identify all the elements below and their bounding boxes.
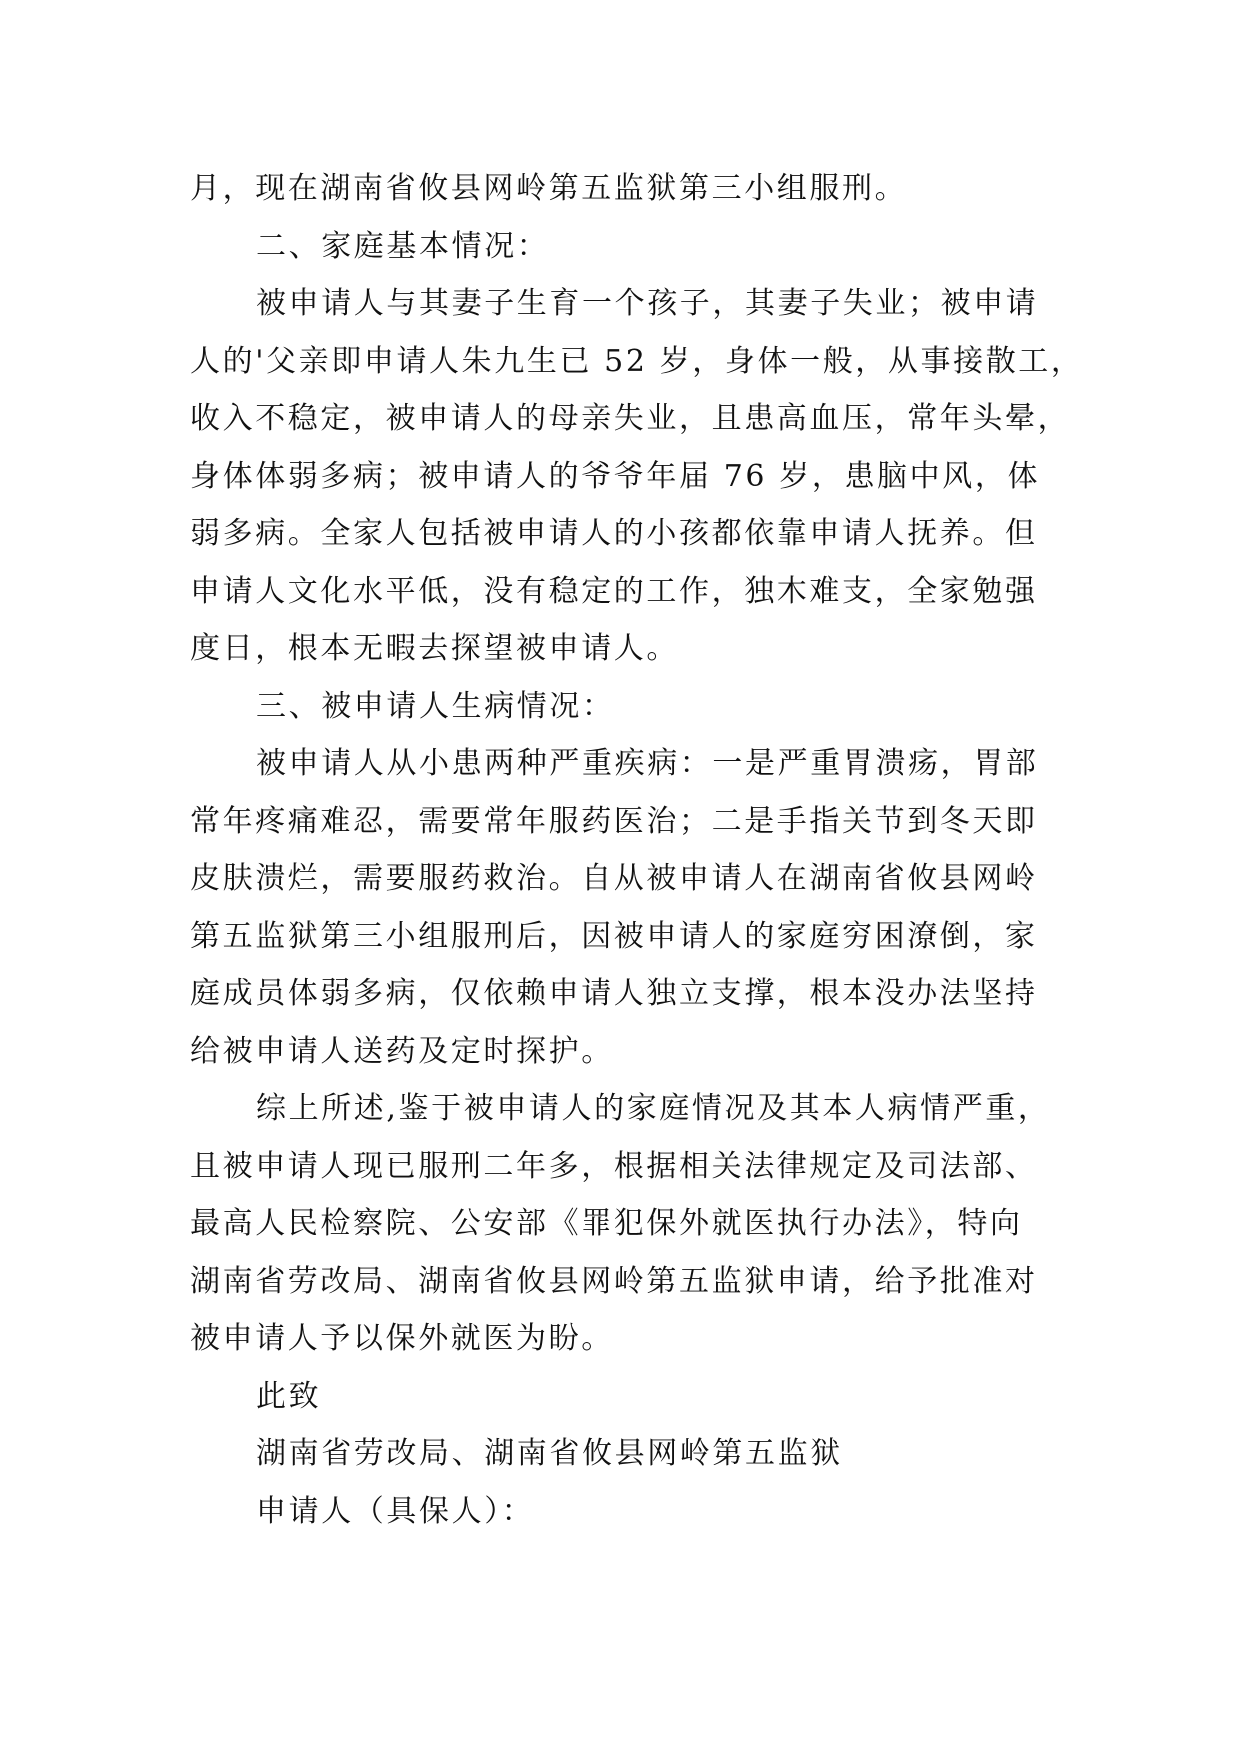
text-line: 人的'父亲即申请人朱九生已 52 岁，身体一般，从事接散工， (190, 343, 1084, 379)
text-line: 给被申请人送药及定时探护。 (190, 1033, 614, 1069)
section-heading-family: 二、家庭基本情况： (256, 228, 550, 264)
text-line: 月，现在湖南省攸县网岭第五监狱第三小组服刑。 (190, 171, 908, 206)
text-line: 弱多病。全家人包括被申请人的小孩都依靠申请人抚养。但 (190, 516, 1038, 551)
text-line: 综上所述,鉴于被申请人的家庭情况及其本人病情严重， (256, 1091, 1051, 1126)
document-body (190, 160, 1084, 1540)
applicant-signature-line: 申请人（具保人）： (256, 1493, 535, 1529)
text-line: 被申请人予以保外就医为盼。 (190, 1321, 614, 1356)
text-line: 庭成员体弱多病，仅依赖申请人独立支撑，根本没办法坚持 (190, 976, 1038, 1011)
text-line: 最高人民检察院、公安部《罪犯保外就医执行办法》，特向 (190, 1206, 1023, 1241)
text-line: 湖南省劳改局、湖南省攸县网岭第五监狱申请，给予批准对 (190, 1263, 1038, 1299)
text-line: 收入不稳定，被申请人的母亲失业，且患高血压，常年头晕， (190, 401, 1071, 436)
text-line: 被申请人从小患两种严重疾病：一是严重胃溃疡，胃部 (256, 746, 1039, 781)
text-line: 申请人文化水平低，没有稳定的工作，独木难支，全家勉强 (190, 573, 1038, 609)
recipient-line: 湖南省劳改局、湖南省攸县网岭第五监狱 (256, 1436, 843, 1471)
text-line: 第五监狱第三小组服刑后，因被申请人的家庭穷困潦倒，家 (190, 918, 1038, 954)
text-line: 度日，根本无暇去探望被申请人。 (190, 631, 679, 666)
text-line: 常年疼痛难忍，需要常年服药医治；二是手指关节到冬天即 (190, 803, 1038, 839)
text-line: 被申请人与其妻子生育一个孩子，其妻子失业；被申请 (256, 286, 1039, 321)
closing-salutation: 此致 (256, 1378, 322, 1414)
section-heading-illness: 三、被申请人生病情况： (256, 688, 615, 724)
text-line: 身体体弱多病；被申请人的爷爷年届 76 岁，患脑中风，体 (190, 458, 1041, 494)
text-line: 皮肤溃烂，需要服药救治。自从被申请人在湖南省攸县网岭 (190, 861, 1038, 896)
text-line: 且被申请人现已服刑二年多，根据相关法律规定及司法部、 (190, 1148, 1038, 1184)
